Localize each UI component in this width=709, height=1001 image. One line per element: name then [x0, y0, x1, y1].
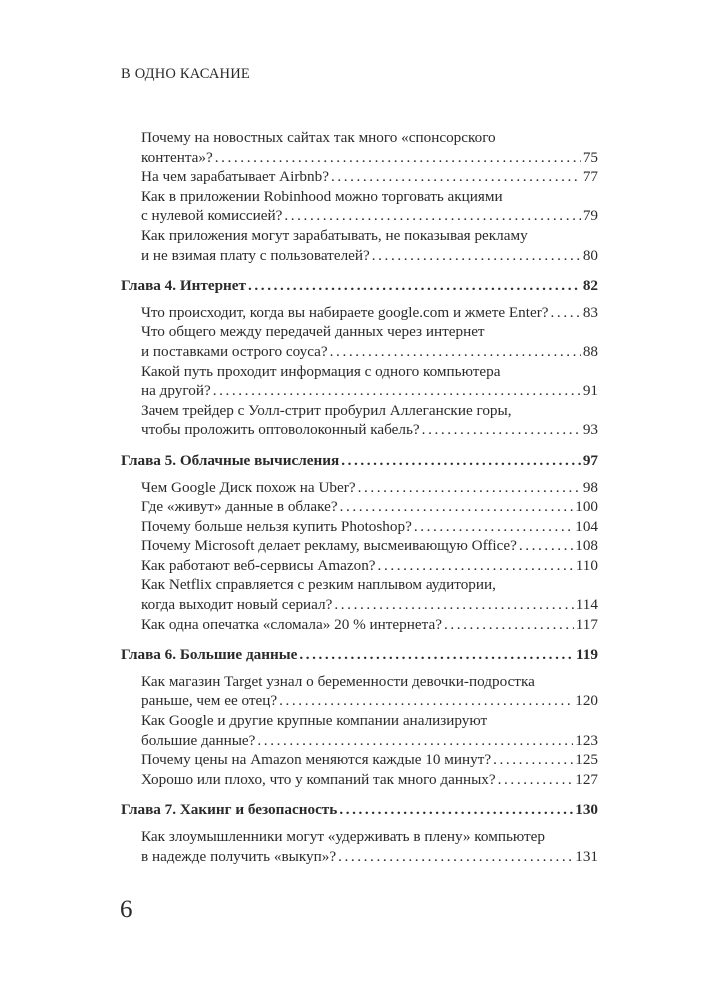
toc-line [141, 246, 598, 266]
toc-page-number: 80 [582, 246, 598, 264]
dot-leader [551, 303, 581, 323]
toc-title-text: с нулевой комиссией? [141, 207, 283, 225]
toc-title-text: Глава 6. Большие данные [121, 646, 298, 664]
toc-page-number: 88 [582, 342, 598, 360]
toc-title-text: На чем зарабатывает Airbnb? [141, 168, 329, 186]
toc-entry[interactable] [121, 303, 598, 323]
dot-leader [338, 847, 573, 867]
dot-leader [215, 148, 581, 168]
toc-page-number: 77 [582, 168, 598, 186]
toc-title-text: Как в приложении Robinhood можно торговать акциями [141, 187, 503, 205]
toc-title-text: Как Netflix справляется с резким наплывом аудитории, [141, 576, 496, 594]
toc-entry[interactable] [121, 226, 598, 265]
toc-title-text: Как Google и другие крупные компании анализируют [141, 712, 488, 730]
dot-leader [257, 731, 573, 751]
toc-line [141, 187, 598, 207]
toc-title-text: в надежде получить «выкуп»? [141, 847, 337, 865]
toc-page-number: 91 [582, 382, 598, 400]
toc-line [141, 381, 598, 401]
toc-title-text: Что происходит, когда вы набираете google.com и жмете Enter? [141, 303, 549, 321]
toc-chapter[interactable] [121, 276, 598, 296]
toc-title-text: Почему Microsoft делает рекламу, высмеивающую Office? [141, 537, 517, 555]
toc-line [141, 206, 598, 226]
toc-page-number: 97 [582, 451, 598, 469]
toc-page-number: 131 [575, 847, 598, 865]
toc-line [121, 276, 598, 296]
dot-leader [414, 517, 573, 537]
toc-page-number: 123 [575, 731, 598, 749]
toc-entry[interactable] [121, 187, 598, 226]
dot-leader [422, 420, 581, 440]
toc-line [141, 322, 598, 342]
toc-line [141, 128, 598, 148]
running-head: В ОДНО КАСАНИЕ [121, 66, 250, 82]
toc-entry[interactable] [121, 750, 598, 770]
dot-leader [358, 478, 581, 498]
toc-chapter[interactable] [121, 451, 598, 471]
dot-leader [378, 556, 574, 576]
toc-title-text: чтобы проложить оптоволоконный кабель? [141, 421, 420, 439]
toc-entry[interactable] [121, 167, 598, 187]
toc-chapter[interactable] [121, 800, 598, 820]
toc-title-text: Как работают веб-сервисы Amazon? [141, 556, 376, 574]
toc-entry[interactable] [121, 362, 598, 401]
toc-title-text: Глава 4. Интернет [121, 277, 247, 295]
toc-title-text: Почему на новостных сайтах так много «спонсорского [141, 129, 496, 146]
dot-leader [213, 381, 581, 401]
toc-page-number: 117 [575, 615, 598, 633]
dot-leader [284, 206, 580, 226]
toc-line [141, 691, 598, 711]
dot-leader [519, 536, 573, 556]
dot-leader [341, 451, 581, 471]
toc-line [141, 226, 598, 246]
toc-line [141, 672, 598, 692]
toc-entry[interactable] [121, 401, 598, 440]
toc-page-number: 110 [575, 556, 598, 574]
dot-leader [339, 800, 573, 820]
toc-line [141, 770, 598, 790]
toc-title-text: и не взимая плату с пользователей? [141, 246, 370, 264]
toc-page-number: 79 [582, 207, 598, 225]
toc-entry[interactable] [121, 556, 598, 576]
toc-line [141, 847, 598, 867]
dot-leader [444, 615, 574, 635]
toc-page-number: 83 [582, 303, 598, 321]
toc-line [141, 556, 598, 576]
toc-title-text: и поставками острого соуса? [141, 342, 328, 360]
toc-line [141, 517, 598, 537]
toc-page-number: 98 [582, 478, 598, 496]
dot-leader [299, 645, 574, 665]
toc-page-number: 93 [582, 421, 598, 439]
dot-leader [331, 167, 581, 187]
toc-title-text: Где «живут» данные в облаке? [141, 498, 338, 516]
toc-line [141, 420, 598, 440]
toc-entry[interactable] [121, 575, 598, 614]
toc-title-text: контента»? [141, 148, 213, 166]
toc-title-text: большие данные? [141, 731, 256, 749]
toc-page-number: 114 [575, 596, 598, 614]
toc-title-text: раньше, чем ее отец? [141, 692, 278, 710]
toc-title-text: Почему цены на Amazon меняются каждые 10 минут? [141, 751, 492, 769]
toc-line [141, 731, 598, 751]
toc-page-number: 119 [576, 646, 598, 664]
toc-line [141, 536, 598, 556]
toc-line [141, 595, 598, 615]
toc-title-text: Как одна опечатка «сломала» 20 % интернета? [141, 615, 442, 633]
dot-leader [498, 770, 574, 790]
toc-title-text: Глава 5. Облачные вычисления [121, 451, 340, 469]
toc-title-text: Зачем трейдер с Уолл-стрит пробурил Аллеганские горы, [141, 401, 512, 419]
toc-line [141, 148, 598, 168]
toc-page-number: 108 [575, 537, 598, 555]
toc-line [141, 401, 598, 421]
toc-line [141, 750, 598, 770]
toc-line [141, 362, 598, 382]
toc-entry[interactable] [121, 711, 598, 750]
dot-leader [493, 750, 573, 770]
toc-title-text: Чем Google Диск похож на Uber? [141, 478, 356, 496]
toc-entry[interactable] [121, 322, 598, 361]
toc-entry[interactable] [121, 478, 598, 498]
toc-entry[interactable] [121, 827, 598, 866]
toc-page-number: 104 [575, 517, 598, 535]
toc-line [141, 575, 598, 595]
toc-line [141, 342, 598, 362]
toc-page-number: 75 [582, 148, 598, 166]
toc-title-text: Как магазин Target узнал о беременности девочки-подростка [141, 672, 535, 690]
toc-line [121, 451, 598, 471]
toc-page-number: 125 [575, 751, 598, 769]
toc-page-number: 127 [575, 770, 598, 788]
toc-title-text: Что общего между передачей данных через интернет [141, 323, 485, 341]
table-of-contents [121, 128, 598, 866]
toc-line [141, 497, 598, 517]
toc-line [141, 303, 598, 323]
toc-line [141, 167, 598, 187]
toc-entry[interactable] [121, 128, 598, 167]
toc-entry[interactable] [121, 517, 598, 537]
toc-line [141, 478, 598, 498]
toc-line [141, 827, 598, 847]
toc-entry[interactable] [121, 497, 598, 517]
dot-leader [279, 691, 573, 711]
dot-leader [340, 497, 574, 517]
dot-leader [330, 342, 581, 362]
toc-title-text: Как приложения могут зарабатывать, не показывая рекламу [141, 226, 528, 244]
dot-leader [248, 276, 581, 296]
toc-entry[interactable] [121, 770, 598, 790]
toc-title-text: Как злоумышленники могут «удерживать в плену» компьютер [141, 828, 546, 845]
toc-title-text: на другой? [141, 382, 211, 400]
toc-line [121, 800, 598, 820]
toc-title-text: когда выходит новый сериал? [141, 596, 333, 614]
toc-entry[interactable] [121, 615, 598, 635]
toc-page-number: 120 [575, 692, 598, 710]
toc-title-text: Хорошо или плохо, что у компаний так много данных? [141, 770, 496, 788]
toc-line [141, 711, 598, 731]
toc-line [141, 615, 598, 635]
toc-entry[interactable] [121, 672, 598, 711]
dot-leader [372, 246, 581, 266]
toc-title-text: Глава 7. Хакинг и безопасность [121, 801, 338, 819]
toc-page-number: 130 [575, 801, 598, 819]
toc-chapter[interactable] [121, 645, 598, 665]
toc-line [121, 645, 598, 665]
page-number: 6 [120, 896, 133, 923]
toc-page-number: 100 [575, 498, 598, 516]
toc-title-text: Почему больше нельзя купить Photoshop? [141, 517, 412, 535]
dot-leader [334, 595, 573, 615]
toc-title-text: Какой путь проходит информация с одного компьютера [141, 362, 501, 380]
toc-page-number: 82 [582, 277, 598, 295]
toc-entry[interactable] [121, 536, 598, 556]
